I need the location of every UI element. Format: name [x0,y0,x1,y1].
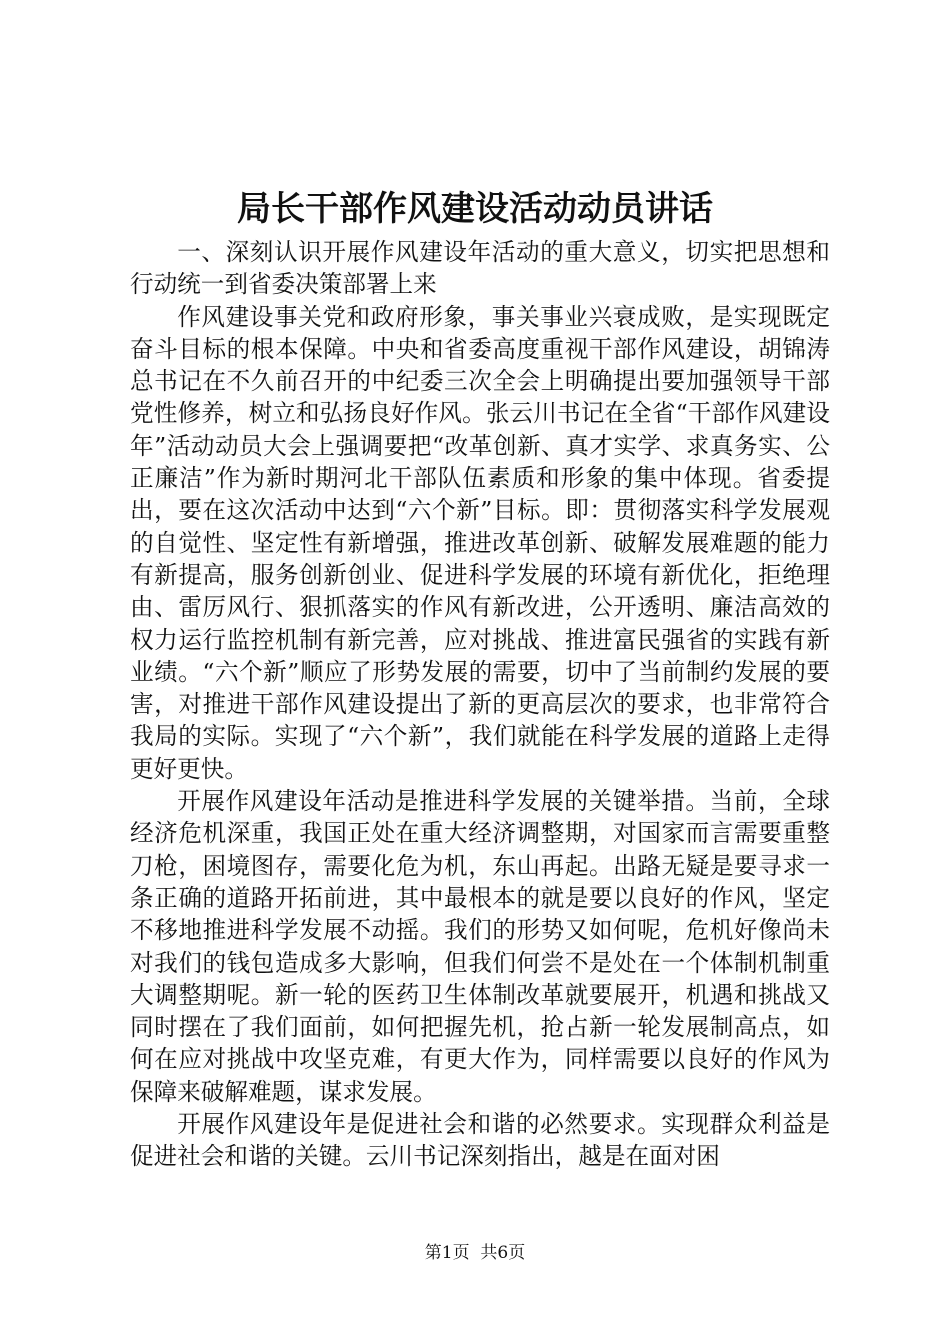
document-body [130,236,830,1173]
body-paragraph: 一、深刻认识开展作风建设年活动的重大意义，切实把思想和行动统一到省委决策部署上来 [130,238,830,299]
body-paragraph: 开展作风建设年活动是推进科学发展的关键举措。当前，全球经济危机深重，我国正处在重大经济调整期，对国家而言需要重整刀枪，困境图存，需要化危为机，东山再起。出路无疑是要寻求一条正确的道路开拓前进，其中最根本的就是要以良好的作风，坚定不移地推进科学发展不动摇。我们的形势又如何呢，危机好像尚未对我们的钱包造成多大影响，但我们何尝不是处在一个体制机制重大调整期呢。新一轮的医药卫生体制改革就要展开，机遇和挑战又同时摆在了我们面前，如何把握先机，抢占新一轮发展制高点，如何在应对挑战中攻坚克难，有更大作为，同样需要以良好的作风为保障来破解难题，谋求发展。 [130,787,830,1106]
body-paragraph: 开展作风建设年是促进社会和谐的必然要求。实现群众利益是促进社会和谐的关键。云川书记深刻指出，越是在面对困 [130,1110,830,1171]
page-number: 第1页 [424,1243,470,1263]
page-total: 共6页 [480,1243,526,1263]
page-footer [0,1241,950,1265]
document-title: 局长干部作风建设活动动员讲话 [237,189,713,229]
body-paragraph: 作风建设事关党和政府形象，事关事业兴衰成败，是实现既定奋斗目标的根本保障。中央和省委高度重视干部作风建设，胡锦涛总书记在不久前召开的中纪委三次全会上明确提出要加强领导干部党性修养，树立和弘扬良好作风。张云川书记在全省“干部作风建设年”活动动员大会上强调要把“改革创新、真才实学、求真务实、公正廉洁”作为新时期河北干部队伍素质和形象的集中体现。省委提出，要在这次活动中达到“六个新”目标。即：贯彻落实科学发展观的自觉性、坚定性有新增强，推进改革创新、破解发展难题的能力有新提高，服务创新创业、促进科学发展的环境有新优化，拒绝理由、雷厉风行、狠抓落实的作风有新改进，公开透明、廉洁高效的权力运行监控机制有新完善，应对挑战、推进富民强省的实践有新业绩。“六个新”顺应了形势发展的需要，切中了当前制约发展的要害，对推进干部作风建设提出了新的更高层次的要求，也非常符合我局的实际。实现了“六个新”，我们就能在科学发展的道路上走得更好更快。 [130,302,830,783]
